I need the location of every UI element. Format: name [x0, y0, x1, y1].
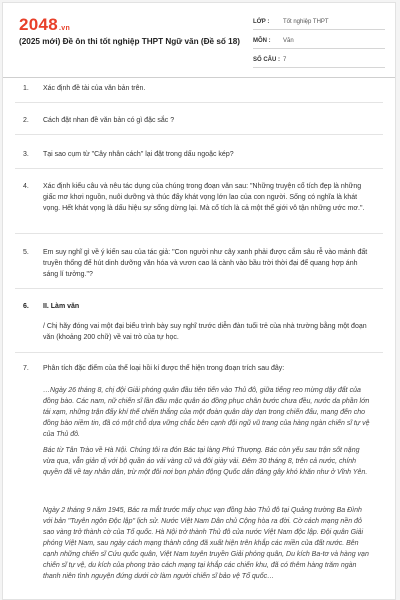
excerpt-paragraph-2: Bác từ Tân Trào về Hà Nội. Chúng tôi ra đón Bác tại làng Phú Thượng. Bác còn yếu sau trận sốt nặng vừa qua, vẫn giản dị với bộ quần áo vải vàng cũ và đôi giày vải. Đêm 30 tháng 8, trên cả nước, chính quyền đã về tay nhân dân, trừ một đôi nơi bọn phản động Quốc dân đảng gây khó khăn như ở Vĩnh Yên. [43, 447, 368, 476]
divider [15, 134, 383, 135]
question-6-text: / Chị hãy đóng vai một đại biểu trình bày suy nghĩ trước diễn đàn tuổi trẻ của nhà trường bằng một đoạn văn (khoảng 200 chữ) về vai trò của tự học. [43, 323, 367, 341]
divider [15, 352, 383, 353]
divider [15, 288, 383, 289]
page-header [3, 3, 395, 69]
exam-title: (2025 mới) Đề ôn thi tốt nghiệp THPT Ngữ văn (Đề số 18) [19, 37, 241, 46]
meta-row-class: LỚP : Tốt nghiệp THPT [253, 15, 385, 30]
exam-meta [253, 15, 385, 72]
header-divider [3, 77, 395, 78]
excerpt-paragraph-1: …Ngày 26 tháng 8, chị đội Giải phóng quân đầu tiên tiến vào Thủ đô, giữa tiếng reo mừng dậy đất của đồng bào. Các nam, nữ chiến sĩ lần đầu mặc quân áo đồng phục chân bước chưa đều, nước da phần lớn tái xạm, những trận đấy khí thế chiến thắng của một đoàn quân dày dạn trong chiến đấu, mang đến cho đồng bào niềm tin, đã có một chỗ dựa vững chắc bên cạnh đội ngũ vũ trang của hàng ngàn chiến sĩ tự vệ của Thủ đô. [43, 387, 370, 438]
excerpt-paragraph-3: Ngày 2 tháng 9 năm 1945, Bác ra mắt trước mấy chục vạn đồng bào Thủ đô tại Quảng trường Ba Đình với bản "Tuyên ngôn Độc lập" lịch sử. Nước Việt Nam Dân chủ Cộng hòa ra đời. Cờ cách mạng nền đỏ sao vàng trở thành cờ của Tổ quốc. Hà Nội trở thành Thủ đô của nước Việt Nam độc lập. Đội quân Giải phóng Việt Nam, sau ngày cách mạng thành công đã xuất hiện trên khắp các miền của đất nước. Bên cạnh những chiến sĩ Cứu quốc quân, Việt Nam tuyên truyền Giải phóng quân, Du kích Ba-tơ và hàng vạn chiến sĩ tự vệ, du kích của phong trào cách mạng tại khắp các chiến khu, đã có thêm hàng trăm ngàn thanh niên tình nguyện đứng dưới cờ làm người chiến sĩ bảo vệ Tổ quốc… [43, 507, 369, 580]
meta-row-count: SỐ CÂU : 7 [253, 53, 385, 68]
divider [15, 233, 383, 234]
divider [15, 102, 383, 103]
exam-page: 2048.vn (2025 mới) Đề ôn thi tốt nghiệp THPT Ngữ văn (Đề số 18) LỚP : Tốt nghiệp THPT MÔN : Văn SỐ CÂU : 7 1. Xác định đề tài của văn bản trên. 2. Cách đặt nhan đề văn bản có gì đặc sắc ? 3. Tại sao cụm từ "Cây nhân cách" lại đặt trong dấu ngoặc kép? 4. Xác định kiểu câu và nêu tác dụng của chúng trong đoạn văn sau: "Những truyện cổ tích đẹp là những giấc mơ khơi nguồn, nuôi dưỡng và thúc đẩy khát vọng lớn lao của con người. Sống có nghĩa là khát vọng. Hết khát vọng là dấu hiệu sự sống dừng lại. Mà cổ tích là cả một thế giới vô tận những ước mơ.". 5. Em suy nghĩ gì về ý kiến sau của tác giả: "Con người như cây xanh phải được cắm sâu rễ vào mảnh đất truyền thống để hút dinh dưỡng văn hóa và vươn cao lá cành vào bầu trời thời đại để quang hợp ánh sáng lí tưởng."? 6. II. Làm văn / Chị hãy đóng vai một đại biểu trình bày suy nghĩ trước diễn đàn tuổi trẻ của nhà trường bằng một đoạn văn (khoảng 200 chữ) về vai trò của tự học. 7. Phân tích đặc điểm của thể loại hồi kí được thể hiện trong đoạn trích sau đây: …Ngày 26 tháng 8, chị đội Giải phóng quân đầu tiên tiến vào Thủ đô, giữa tiếng reo mừng dậy đất của đồng bào. Các nam, nữ chiến sĩ lần đầu mặc quân áo đồng phục chân bước chưa đều, nước da phần lớn tái xạm, những trận đấy khí thế chiến thắng của một đoàn quân dày dạn trong chiến đấu, mang đến cho đồng bào niềm tin, đã có một chỗ dựa vững chắc bên cạnh đội ngũ vũ trang của hàng ngàn chiến sĩ tự vệ của Thủ đô. Bác từ Tân Trào về Hà Nội. Chúng tôi ra đón Bác tại làng Phú Thượng. Bác còn yếu sau trận sốt nặng vừa qua, vẫn giản dị với bộ quần áo vải vàng cũ và đôi giày vải. Đêm 30 tháng 8, trên cả nước, chính quyền đã về tay nhân dân, trừ một đôi nơi bọn phản động Quốc dân đảng gây khó khăn như ở Vĩnh Yên. Ngày 2 tháng 9 năm 1945, Bác ra mắt trước mấy chục vạn đồng bào Thủ đô tại Quảng trường Ba Đình với bản "Tuyên ngôn Độc lập" lịch sử. Nước Việt Nam Dân chủ Cộng hòa ra đời. Cờ cách mạng nền đỏ sao vàng trở thành cờ của Tổ quốc. Hà Nội trở thành Thủ đô của nước Việt Nam độc lập. Đội quân Giải phóng Việt Nam, sau ngày cách mạng thành công đã xuất hiện trên khắp các miền của đất nước. Bên cạnh những chiến sĩ Cứu quốc quân, Việt Nam tuyên truyền Giải phóng quân, Du kích Ba-tơ và hàng vạn chiến sĩ tự vệ, du kích của phong trào cách mạng tại khắp các chiến khu, đã có thêm hàng trăm ngàn thanh niên tình nguyện đứng dưới cờ làm người chiến sĩ bảo vệ Tổ quốc… [2, 2, 396, 600]
divider [15, 168, 383, 169]
site-logo[interactable]: 2048.vn [19, 15, 71, 34]
meta-row-subject: MÔN : Văn [253, 34, 385, 49]
